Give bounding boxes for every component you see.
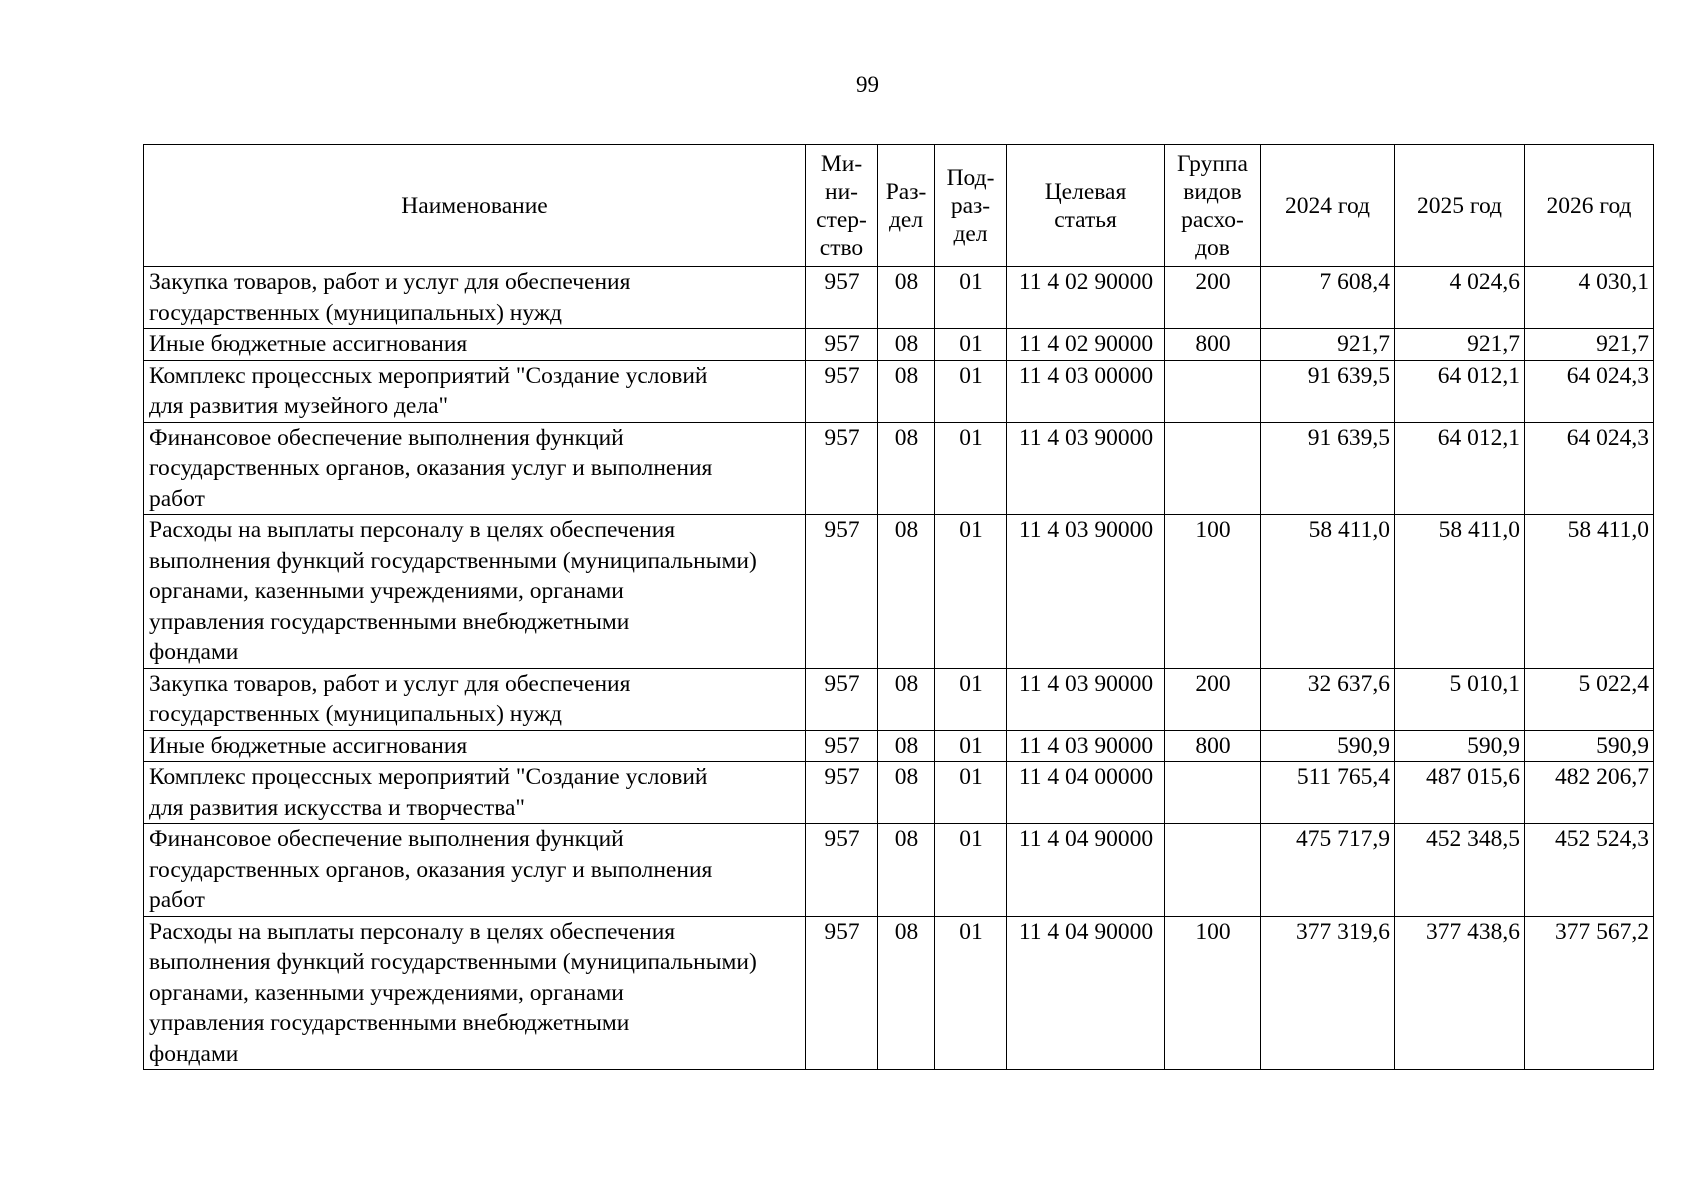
cell-name-line: государственных органов, оказания услуг и выполнения — [149, 455, 713, 481]
cell-subsection: 01 — [935, 730, 1007, 762]
header-ministry: Ми- ни- стер- ство — [806, 145, 878, 267]
cell-target-article: 11 4 03 90000 — [1007, 730, 1165, 762]
cell-year-2026: 452 524,3 — [1525, 824, 1654, 917]
header-section: Раз- дел — [878, 145, 935, 267]
cell-year-2024: 590,9 — [1261, 730, 1395, 762]
table-body — [144, 267, 1654, 1070]
cell-section: 08 — [878, 762, 935, 824]
cell-section: 08 — [878, 329, 935, 361]
cell-year-2026: 5 022,4 — [1525, 668, 1654, 730]
cell-year-2026: 482 206,7 — [1525, 762, 1654, 824]
cell-section: 08 — [878, 730, 935, 762]
cell-section: 08 — [878, 422, 935, 515]
cell-name-line: выполнения функций государственными (муниципальными) — [149, 949, 757, 975]
cell-name-line: управления государственными внебюджетными — [149, 1010, 630, 1036]
header-expense-group: Группа видов расхо- дов — [1165, 145, 1261, 267]
cell-year-2024: 377 319,6 — [1261, 916, 1395, 1070]
cell-target-article: 11 4 04 90000 — [1007, 916, 1165, 1070]
cell-name — [144, 515, 806, 669]
cell-year-2025: 452 348,5 — [1395, 824, 1525, 917]
cell-year-2025: 64 012,1 — [1395, 422, 1525, 515]
cell-section: 08 — [878, 916, 935, 1070]
table-row — [144, 668, 1654, 730]
cell-name-line: Иные бюджетные ассигнования — [149, 331, 468, 357]
table-row — [144, 730, 1654, 762]
cell-year-2025: 58 411,0 — [1395, 515, 1525, 669]
cell-year-2026: 921,7 — [1525, 329, 1654, 361]
cell-ministry: 957 — [806, 916, 878, 1070]
cell-year-2024: 475 717,9 — [1261, 824, 1395, 917]
table-row — [144, 515, 1654, 669]
cell-ministry: 957 — [806, 360, 878, 422]
cell-expense-group: 100 — [1165, 916, 1261, 1070]
cell-subsection: 01 — [935, 360, 1007, 422]
cell-year-2026: 64 024,3 — [1525, 422, 1654, 515]
cell-expense-group: 200 — [1165, 668, 1261, 730]
cell-name-line: выполнения функций государственными (муниципальными) — [149, 547, 757, 574]
cell-section: 08 — [878, 668, 935, 730]
cell-subsection: 01 — [935, 668, 1007, 730]
cell-year-2024: 91 639,5 — [1261, 422, 1395, 515]
cell-name-line: Расходы на выплаты персоналу в целях обеспечения — [149, 918, 676, 945]
cell-expense-group — [1165, 360, 1261, 422]
cell-target-article: 11 4 04 00000 — [1007, 762, 1165, 824]
cell-year-2025: 64 012,1 — [1395, 360, 1525, 422]
page-number: 99 — [856, 72, 879, 97]
cell-section: 08 — [878, 360, 935, 422]
cell-ministry: 957 — [806, 267, 878, 329]
cell-name — [144, 422, 806, 515]
cell-name — [144, 762, 806, 824]
cell-name-line: Финансовое обеспечение выполнения функций — [149, 424, 624, 451]
cell-name — [144, 730, 806, 762]
cell-ministry: 957 — [806, 824, 878, 917]
cell-year-2024: 7 608,4 — [1261, 267, 1395, 329]
cell-section: 08 — [878, 824, 935, 917]
cell-name — [144, 360, 806, 422]
budget-table — [143, 144, 1654, 1070]
cell-name-line: для развития музейного дела" — [149, 393, 449, 419]
cell-expense-group — [1165, 824, 1261, 917]
cell-name-line: Закупка товаров, работ и услуг для обеспечения — [149, 269, 631, 295]
table-header — [144, 145, 1654, 267]
cell-name — [144, 329, 806, 361]
cell-ministry: 957 — [806, 668, 878, 730]
cell-expense-group: 100 — [1165, 515, 1261, 669]
cell-year-2024: 58 411,0 — [1261, 515, 1395, 669]
cell-ministry: 957 — [806, 515, 878, 669]
cell-subsection: 01 — [935, 762, 1007, 824]
cell-year-2024: 32 637,6 — [1261, 668, 1395, 730]
header-year-2026: 2026 год — [1525, 145, 1654, 267]
cell-name-line: государственных (муниципальных) нужд — [149, 299, 563, 326]
cell-name — [144, 824, 806, 917]
cell-target-article: 11 4 02 90000 — [1007, 329, 1165, 361]
cell-target-article: 11 4 02 90000 — [1007, 267, 1165, 329]
cell-subsection: 01 — [935, 515, 1007, 669]
header-name: Наименование — [144, 145, 806, 267]
cell-year-2025: 487 015,6 — [1395, 762, 1525, 824]
cell-year-2024: 91 639,5 — [1261, 360, 1395, 422]
cell-name-line: Расходы на выплаты персоналу в целях обеспечения — [149, 517, 676, 543]
cell-year-2026: 590,9 — [1525, 730, 1654, 762]
cell-year-2025: 590,9 — [1395, 730, 1525, 762]
cell-section: 08 — [878, 515, 935, 669]
header-year-2025: 2025 год — [1395, 145, 1525, 267]
cell-year-2026: 58 411,0 — [1525, 515, 1654, 669]
cell-target-article: 11 4 04 90000 — [1007, 824, 1165, 917]
cell-year-2025: 4 024,6 — [1395, 267, 1525, 329]
cell-year-2025: 921,7 — [1395, 329, 1525, 361]
cell-section: 08 — [878, 267, 935, 329]
cell-subsection: 01 — [935, 422, 1007, 515]
cell-year-2024: 511 765,4 — [1261, 762, 1395, 824]
cell-name-line: работ — [149, 485, 205, 512]
cell-name-line: Комплекс процессных мероприятий "Создание условий — [149, 764, 708, 790]
table-row — [144, 360, 1654, 422]
table-row — [144, 329, 1654, 361]
cell-ministry: 957 — [806, 329, 878, 361]
cell-name-line: Комплекс процессных мероприятий "Создание условий — [149, 362, 708, 389]
cell-subsection: 01 — [935, 267, 1007, 329]
table-row — [144, 422, 1654, 515]
cell-name-line: государственных (муниципальных) нужд — [149, 701, 563, 727]
cell-subsection: 01 — [935, 824, 1007, 917]
cell-name — [144, 916, 806, 1070]
header-target-article: Целевая статья — [1007, 145, 1165, 267]
cell-expense-group: 800 — [1165, 329, 1261, 361]
cell-name-line: Иные бюджетные ассигнования — [149, 732, 468, 759]
cell-year-2025: 377 438,6 — [1395, 916, 1525, 1070]
cell-target-article: 11 4 03 90000 — [1007, 422, 1165, 515]
cell-expense-group — [1165, 422, 1261, 515]
cell-name-line: управления государственными внебюджетными — [149, 608, 630, 635]
cell-expense-group: 800 — [1165, 730, 1261, 762]
cell-target-article: 11 4 03 90000 — [1007, 668, 1165, 730]
cell-ministry: 957 — [806, 730, 878, 762]
cell-name-line: для развития искусства и творчества" — [149, 794, 526, 821]
table-row — [144, 916, 1654, 1070]
table-row — [144, 824, 1654, 917]
cell-name-line: фондами — [149, 1040, 239, 1067]
cell-target-article: 11 4 03 00000 — [1007, 360, 1165, 422]
cell-year-2026: 64 024,3 — [1525, 360, 1654, 422]
cell-expense-group — [1165, 762, 1261, 824]
cell-name — [144, 668, 806, 730]
header-row — [144, 145, 1654, 267]
cell-name-line: Финансовое обеспечение выполнения функций — [149, 826, 624, 852]
cell-name-line: работ — [149, 887, 205, 913]
cell-year-2025: 5 010,1 — [1395, 668, 1525, 730]
cell-name-line: органами, казенными учреждениями, органами — [149, 979, 624, 1006]
cell-name — [144, 267, 806, 329]
header-year-2024: 2024 год — [1261, 145, 1395, 267]
header-subsection: Под- раз- дел — [935, 145, 1007, 267]
table-row — [144, 267, 1654, 329]
cell-target-article: 11 4 03 90000 — [1007, 515, 1165, 669]
cell-ministry: 957 — [806, 422, 878, 515]
cell-name-line: фондами — [149, 639, 239, 665]
cell-name-line: государственных органов, оказания услуг и выполнения — [149, 856, 713, 883]
table-row — [144, 762, 1654, 824]
cell-expense-group: 200 — [1165, 267, 1261, 329]
cell-subsection: 01 — [935, 916, 1007, 1070]
cell-year-2026: 4 030,1 — [1525, 267, 1654, 329]
cell-year-2026: 377 567,2 — [1525, 916, 1654, 1070]
cell-ministry: 957 — [806, 762, 878, 824]
cell-name-line: Закупка товаров, работ и услуг для обеспечения — [149, 670, 631, 697]
cell-year-2024: 921,7 — [1261, 329, 1395, 361]
cell-subsection: 01 — [935, 329, 1007, 361]
cell-name-line: органами, казенными учреждениями, органами — [149, 578, 624, 604]
